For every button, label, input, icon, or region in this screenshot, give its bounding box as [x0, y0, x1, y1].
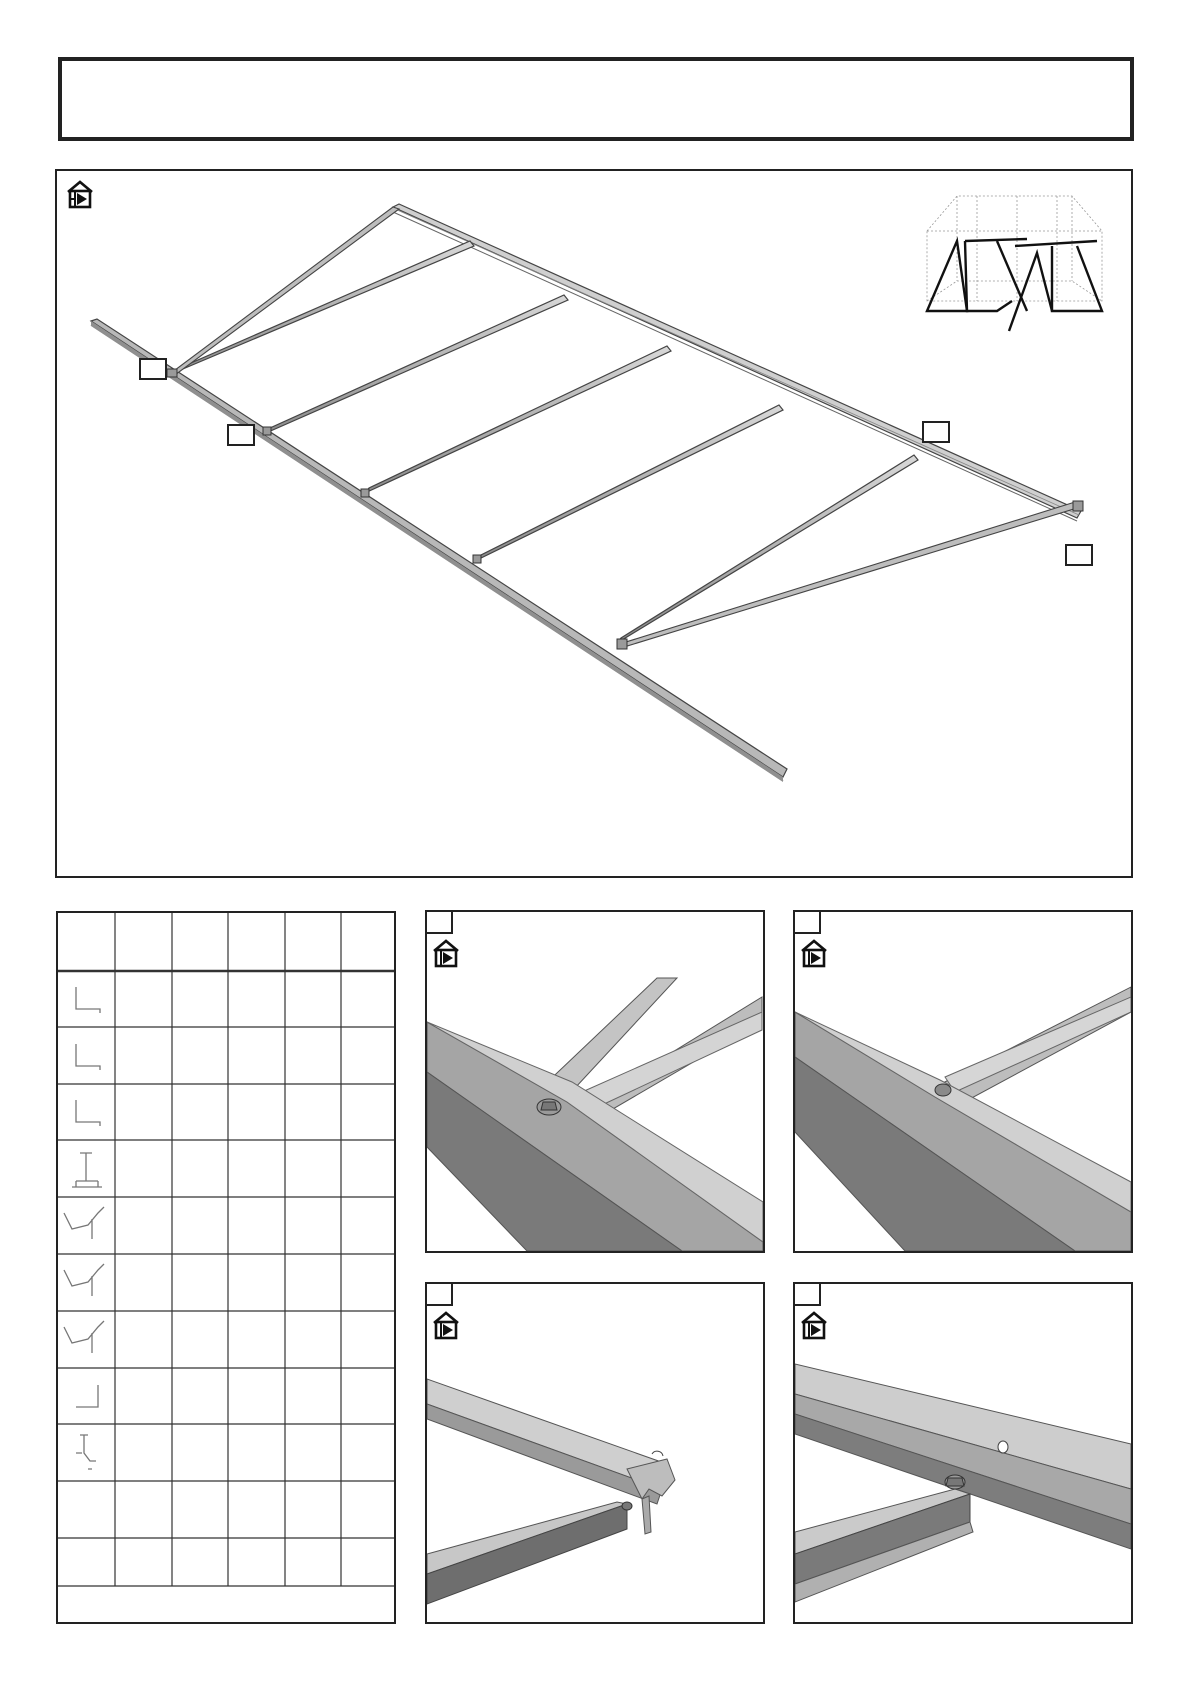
- callout-label: [227, 424, 255, 446]
- callout-label: [139, 358, 167, 380]
- detail-drawing-3: [427, 1284, 763, 1622]
- callout-label: [1065, 544, 1093, 566]
- base-rail: [91, 319, 787, 777]
- frame-assembly-drawing: [57, 171, 1131, 876]
- detail-panel-4: [793, 1282, 1133, 1624]
- detail-drawing-2: [795, 912, 1131, 1251]
- brace-right: [624, 502, 1077, 647]
- detail-panel-3: [425, 1282, 765, 1624]
- detail-panel-1: [425, 910, 765, 1253]
- top-rail: [393, 204, 1081, 518]
- main-assembly-panel: [55, 169, 1133, 878]
- detail-drawing-4: [795, 1284, 1131, 1622]
- parts-table: [56, 911, 396, 1624]
- callout-label: [922, 421, 950, 443]
- detail-drawing-1: [427, 912, 763, 1251]
- detail-panel-2: [793, 910, 1133, 1253]
- greenhouse-frame-thumbnail: [927, 196, 1102, 331]
- profile-icons: [64, 987, 104, 1469]
- title-box: [58, 57, 1134, 141]
- parts-table-grid: [58, 913, 394, 1622]
